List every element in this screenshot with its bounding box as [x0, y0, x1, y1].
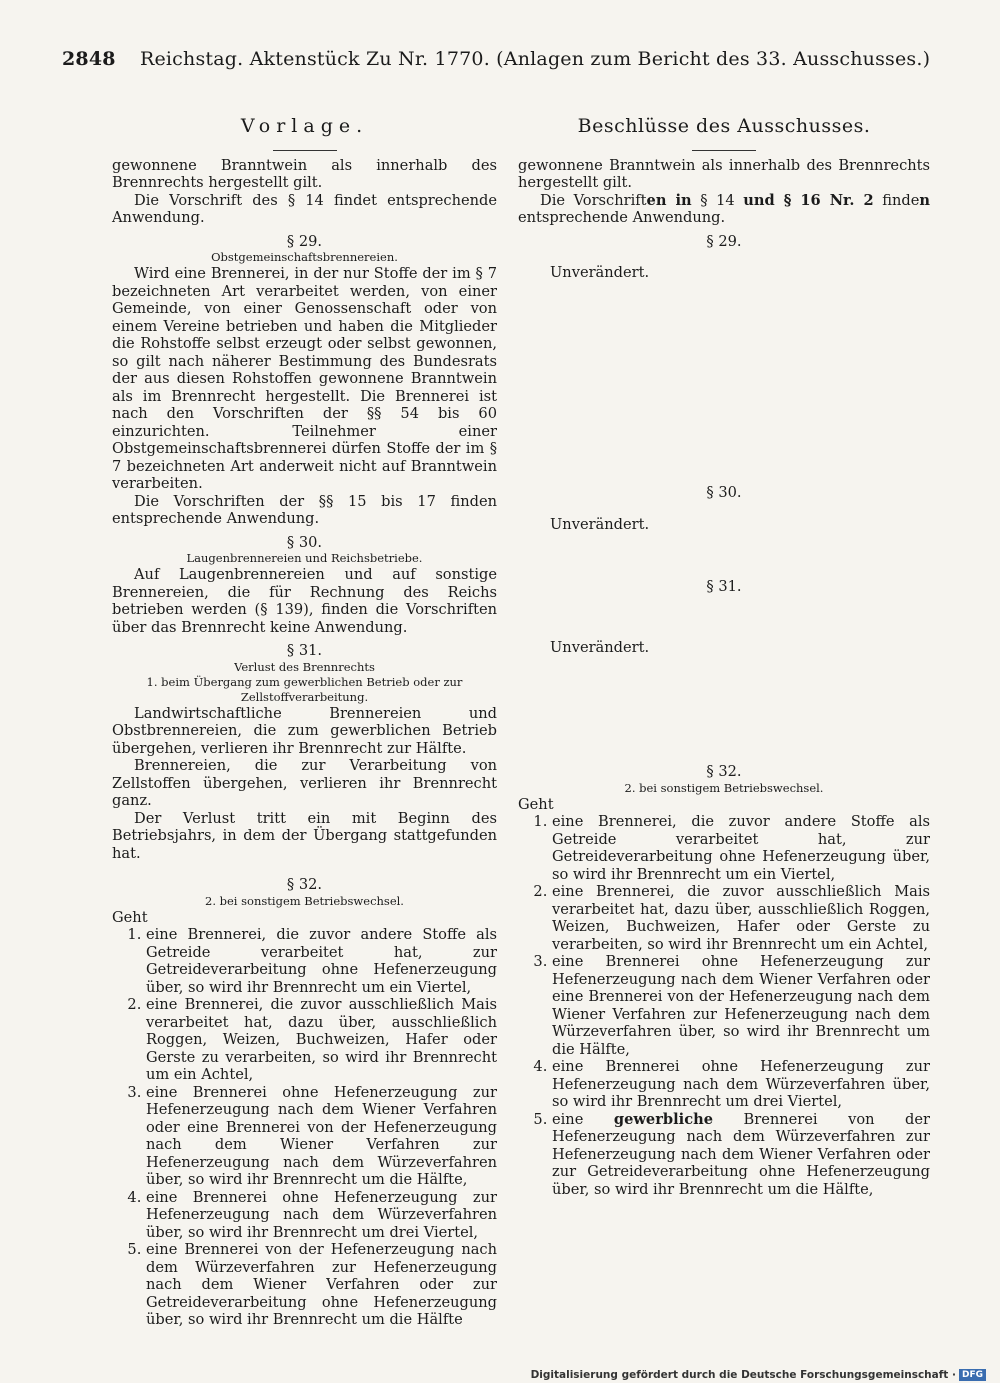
- betriebswechsel-list: [112, 926, 497, 1329]
- list-item: 3. eine Brennerei ohne Hefenerzeugung zur Hefenerzeugung nach dem Wiener Verfahren oder eine Brennerei von der Hefenerzeugung nach dem Wiener Verfahren zur Hefenerzeugung nach dem Würzeverfahren über, so wird ihr Brennrecht um die Hälfte,: [552, 953, 930, 1058]
- section-heading-32: § 32.: [706, 763, 742, 780]
- section-heading-29: § 29.: [286, 232, 323, 250]
- paragraph: gewonnene Branntwein als innerhalb des Brennrechts hergestellt gilt.: [518, 156, 930, 191]
- list-item: 1. eine Brennerei, die zuvor andere Stoffe als Getreide verarbeitet hat, zur Getreideverarbeitung ohne Hefenerzeugung über, so wird ihr Brennrecht um ein Viertel,: [552, 813, 930, 883]
- inserted-text: und § 16 Nr. 2: [743, 191, 874, 209]
- list-item: 2. eine Brennerei, die zuvor ausschließlich Mais verarbeitet hat, dazu über, ausschließlich Roggen, Weizen, Buchweizen, Hafer oder Gerste zu verarbeiten, so wird ihr Brennrecht um ein Achtel,: [146, 996, 497, 1084]
- footer-text: Digitalisierung gefördert durch die Deutsche Forschungsgemeinschaft ·: [530, 1369, 956, 1381]
- paragraph: Wird eine Brennerei, in der nur Stoffe der im § 7 bezeichneten Art verarbeitet werden, von einer Gemeinde, von einer Genossenschaft oder von einem Vereine betrieben und haben die Mitglieder die Rohstoffe selbst erzeugt oder selbst gewonnen, so gilt nach näherer Bestimmung des Bundesrats der aus diesen Rohstoffen gewonnene Branntwein als im Brennrecht hergestellt. Die Brennerei ist nach den Vorschriften der §§ 54 bis 60 einzurichten. Teilnehmer einer Obstgemeinschaftsbrennerei dürfen Stoffe der im § 7 bezeichneten Art anderweit nicht auf Branntwein verarbeiten.: [112, 265, 497, 492]
- section-title-30: Laugenbrennereien und Reichsbetriebe.: [186, 551, 423, 565]
- running-header: [62, 48, 942, 70]
- page-number: 2848: [62, 48, 116, 70]
- title-rule: [692, 150, 756, 151]
- list-item: 5. eine Brennerei von der Hefenerzeugung nach dem Würzeverfahren zur Hefenerzeugung nach dem Wiener Verfahren oder zur Getreideverarbeitung ohne Hefenerzeugung über, so wird ihr Brennrecht um die Hälfte: [146, 1241, 497, 1329]
- inserted-text: gewerbliche: [613, 1110, 713, 1128]
- section-title-31: Verlust des Brennrechts: [234, 659, 375, 674]
- column-vorlage: [112, 115, 497, 1329]
- list-item: 4. eine Brennerei ohne Hefenerzeugung zur Hefenerzeugung nach dem Würzeverfahren über, so wird ihr Brennrecht um drei Viertel,: [146, 1189, 497, 1242]
- section-heading-31: § 31.: [706, 577, 742, 595]
- list-item: 2. eine Brennerei, die zuvor ausschließlich Mais verarbeitet hat, dazu über, ausschließlich Roggen, Weizen, Buchweizen, Hafer oder Gerste zu verarbeiten, so wird ihr Brennrecht um ein Achtel,: [552, 883, 930, 953]
- column-title-beschluesse: Beschlüsse des Ausschusses.: [577, 115, 871, 137]
- paragraph: Die Vorschrift des § 14 findet entsprechende Anwendung.: [112, 191, 497, 226]
- text-run: eine: [552, 1110, 584, 1128]
- section-heading-32: § 32.: [286, 876, 323, 893]
- list-lead: Geht: [112, 908, 148, 926]
- paragraph-amended: [518, 192, 930, 227]
- title-rule: [273, 150, 337, 151]
- running-title: Reichstag. Aktenstück Zu Nr. 1770. (Anlagen zum Bericht des 33. Ausschusses.): [139, 48, 931, 70]
- inserted-text: en in: [646, 191, 692, 209]
- dfg-logo-icon: DFG: [959, 1369, 986, 1381]
- footer-credit: [531, 1369, 986, 1381]
- list-item-amended: [552, 1111, 930, 1199]
- list-item: 3. eine Brennerei ohne Hefenerzeugung zur Hefenerzeugung nach dem Wiener Verfahren oder eine Brennerei von der Hefenerzeugung nach dem Wiener Verfahren zur Hefenerzeugung nach dem Würzeverfahren über, so wird ihr Brennrecht um die Hälfte,: [146, 1084, 497, 1189]
- paragraph: Die Vorschriften der §§ 15 bis 17 finden entsprechende Anwendung.: [112, 492, 497, 527]
- paragraph: gewonnene Branntwein als innerhalb des Brennrechts hergestellt gilt.: [112, 156, 497, 191]
- column-title-vorlage: Vorlage.: [240, 115, 369, 137]
- section-heading-30: § 30.: [706, 484, 742, 501]
- column-beschluesse: [518, 115, 931, 1198]
- section-title-29: Obstgemeinschaftsbrennereien.: [211, 250, 398, 264]
- unchanged-note: Unverändert.: [550, 639, 650, 656]
- list-lead: Geht: [518, 795, 554, 813]
- inserted-text: n: [919, 191, 930, 209]
- text-run: § 14: [700, 191, 735, 209]
- paragraph: Landwirtschaftliche Brennereien und Obstbrennereien, die zum gewerblichen Betrieb übergehen, verlieren ihr Brennrecht zur Hälfte.: [112, 704, 497, 757]
- unchanged-note: Unverändert.: [550, 264, 650, 281]
- paragraph: Brennereien, die zur Verarbeitung von Zellstoffen übergehen, verlieren ihr Brennrecht ganz.: [112, 757, 497, 809]
- list-item: 1. eine Brennerei, die zuvor andere Stoffe als Getreide verarbeitet hat, zur Getreideverarbeitung ohne Hefenerzeugung über, so wird ihr Brennrecht um ein Viertel,: [146, 926, 497, 996]
- paragraph: Der Verlust tritt ein mit Beginn des Betriebsjahrs, in dem der Übergang stattgefunden hat.: [112, 809, 497, 862]
- unchanged-note: Unverändert.: [550, 515, 650, 533]
- text-run: Die Vorschrift: [540, 191, 647, 209]
- section-heading-30: § 30.: [286, 533, 323, 551]
- section-subtitle-31: 1. beim Übergang zum gewerblichen Betrieb oder zur Zellstoffverarbeitung.: [146, 674, 463, 704]
- section-title-32: 2. bei sonstigem Betriebswechsel.: [624, 780, 824, 795]
- text-run: entsprechende Anwendung.: [518, 209, 726, 226]
- text-run: finde: [882, 191, 920, 209]
- section-title-32: 2. bei sonstigem Betriebswechsel.: [205, 893, 404, 908]
- list-item: 4. eine Brennerei ohne Hefenerzeugung zur Hefenerzeugung nach dem Würzeverfahren über, so wird ihr Brennrecht um drei Viertel,: [552, 1058, 930, 1111]
- paragraph: Auf Laugenbrennereien und auf sonstige Brennereien, die für Rechnung des Reichs betrieben werden (§ 139), finden die Vorschriften über das Brennrecht keine Anwendung.: [112, 566, 497, 636]
- section-heading-29: § 29.: [706, 232, 742, 250]
- text-run: Brennerei von der Hefenerzeugung nach dem Würzeverfahren zur Hefenerzeugung nach dem Wiener Verfahren oder zur Getreideverarbeitung ohne Hefenerzeugung über, so wird ihr Brennrecht um die Hälfte,: [552, 1110, 931, 1198]
- betriebswechsel-list: [518, 813, 930, 1198]
- section-heading-31: § 31.: [286, 642, 323, 659]
